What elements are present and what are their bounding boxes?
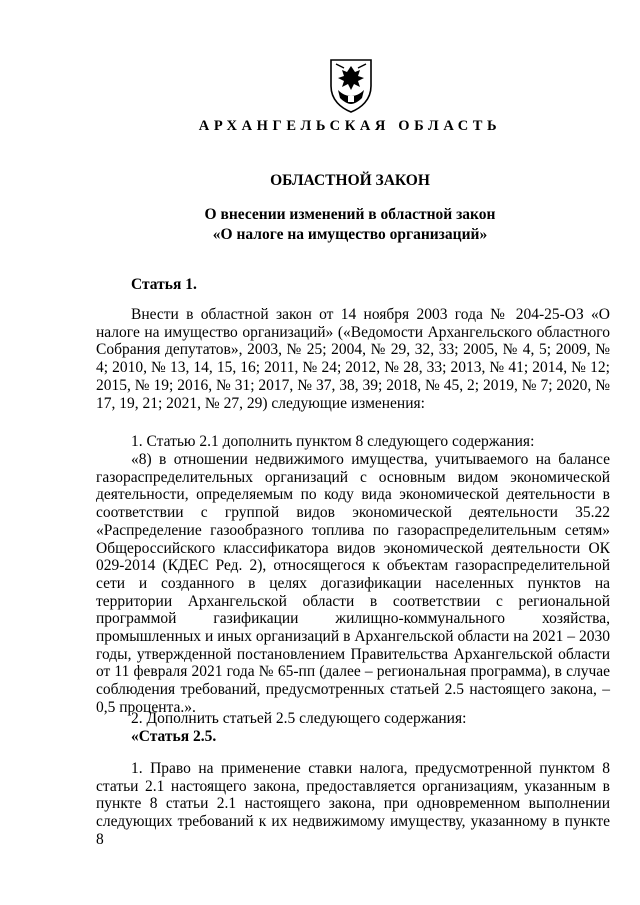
article-1-heading: Статья 1. [131, 276, 197, 293]
law-title-line-2: «О налоге на имущество организаций» [212, 226, 488, 243]
article-2-5-heading-text: «Статья 2.5. [131, 728, 217, 745]
article-1-text: Внести в областной закон от 14 ноября 2003 года № 204-25-ОЗ «О налоге на имущество организаций» («Ведомости Архангельского областного Собрания депутатов», 2003, № 25; 2004, № 29, 32, 33; 2005, № 4, 5; 2009, № 4; 2010, № 13, 14, 15, 16; 2011, № 24; 2012, № 28, 33; 2013, № 41; 2014, № 12; 2015, № 19; 2016, № 31; 2017, № 37, 38, 39; 2018, № 45, 2; 2019, № 7; 2020, № 17, 19, 21; 2021, № 27, 29) следующие изменения: [96, 306, 610, 412]
item-2-text: 2. Дополнить статьей 2.5 следующего содержания: [131, 710, 467, 727]
coat-of-arms-icon [328, 56, 374, 114]
law-title-line-1: О внесении изменений в областной закон [204, 206, 496, 223]
article-2-5-paragraph-1: 1. Право на применение ставки налога, предусмотренной пунктом 8 статьи 2.1 настоящего закона, предоставляется организациям, указанным в пункте 8 статьи 2.1 настоящего закона, при одновременном выполнении следующих требований к их недвижимому имуществу, указанному в пункте 8 [96, 760, 610, 848]
item-1-quote: «8) в отношении недвижимого имущества, учитываемого на балансе газораспределительных организаций с основным видом экономической деятельности, определяемым по коду вида экономической деятельности в соответствии с группой видов экономической деятельности 35.22 «Распределение газообразного топлива по газораспределительным сетям» Общероссийского классификатора видов экономической деятельности ОК 029-2014 (КДЕС Ред. 2), относящегося к объектам газораспределительной сети и созданного в целях догазификации населенных пунктов на территории Архангельской области в соответствии с региональной программой газификации жилищно-коммунального хозяйства, промышленных и иных организаций в Архангельской области на 2021 – 2030 годы, утвержденной постановлением Правительства Архангельской области от 11 февраля 2021 года № 65-пп (далее – региональная программа), в случае соблюдения требований, предусмотренных статьей 2.5 настоящего закона, – 0,5 процента.». [96, 451, 610, 716]
article-2-5-heading [96, 728, 610, 746]
item-1-text: 1. Статью 2.1 дополнить пунктом 8 следующего содержания: [131, 433, 535, 450]
region-name: АРХАНГЕЛЬСКАЯ ОБЛАСТЬ [198, 118, 502, 134]
law-type: ОБЛАСТНОЙ ЗАКОН [270, 172, 430, 189]
law-title [0, 205, 640, 245]
